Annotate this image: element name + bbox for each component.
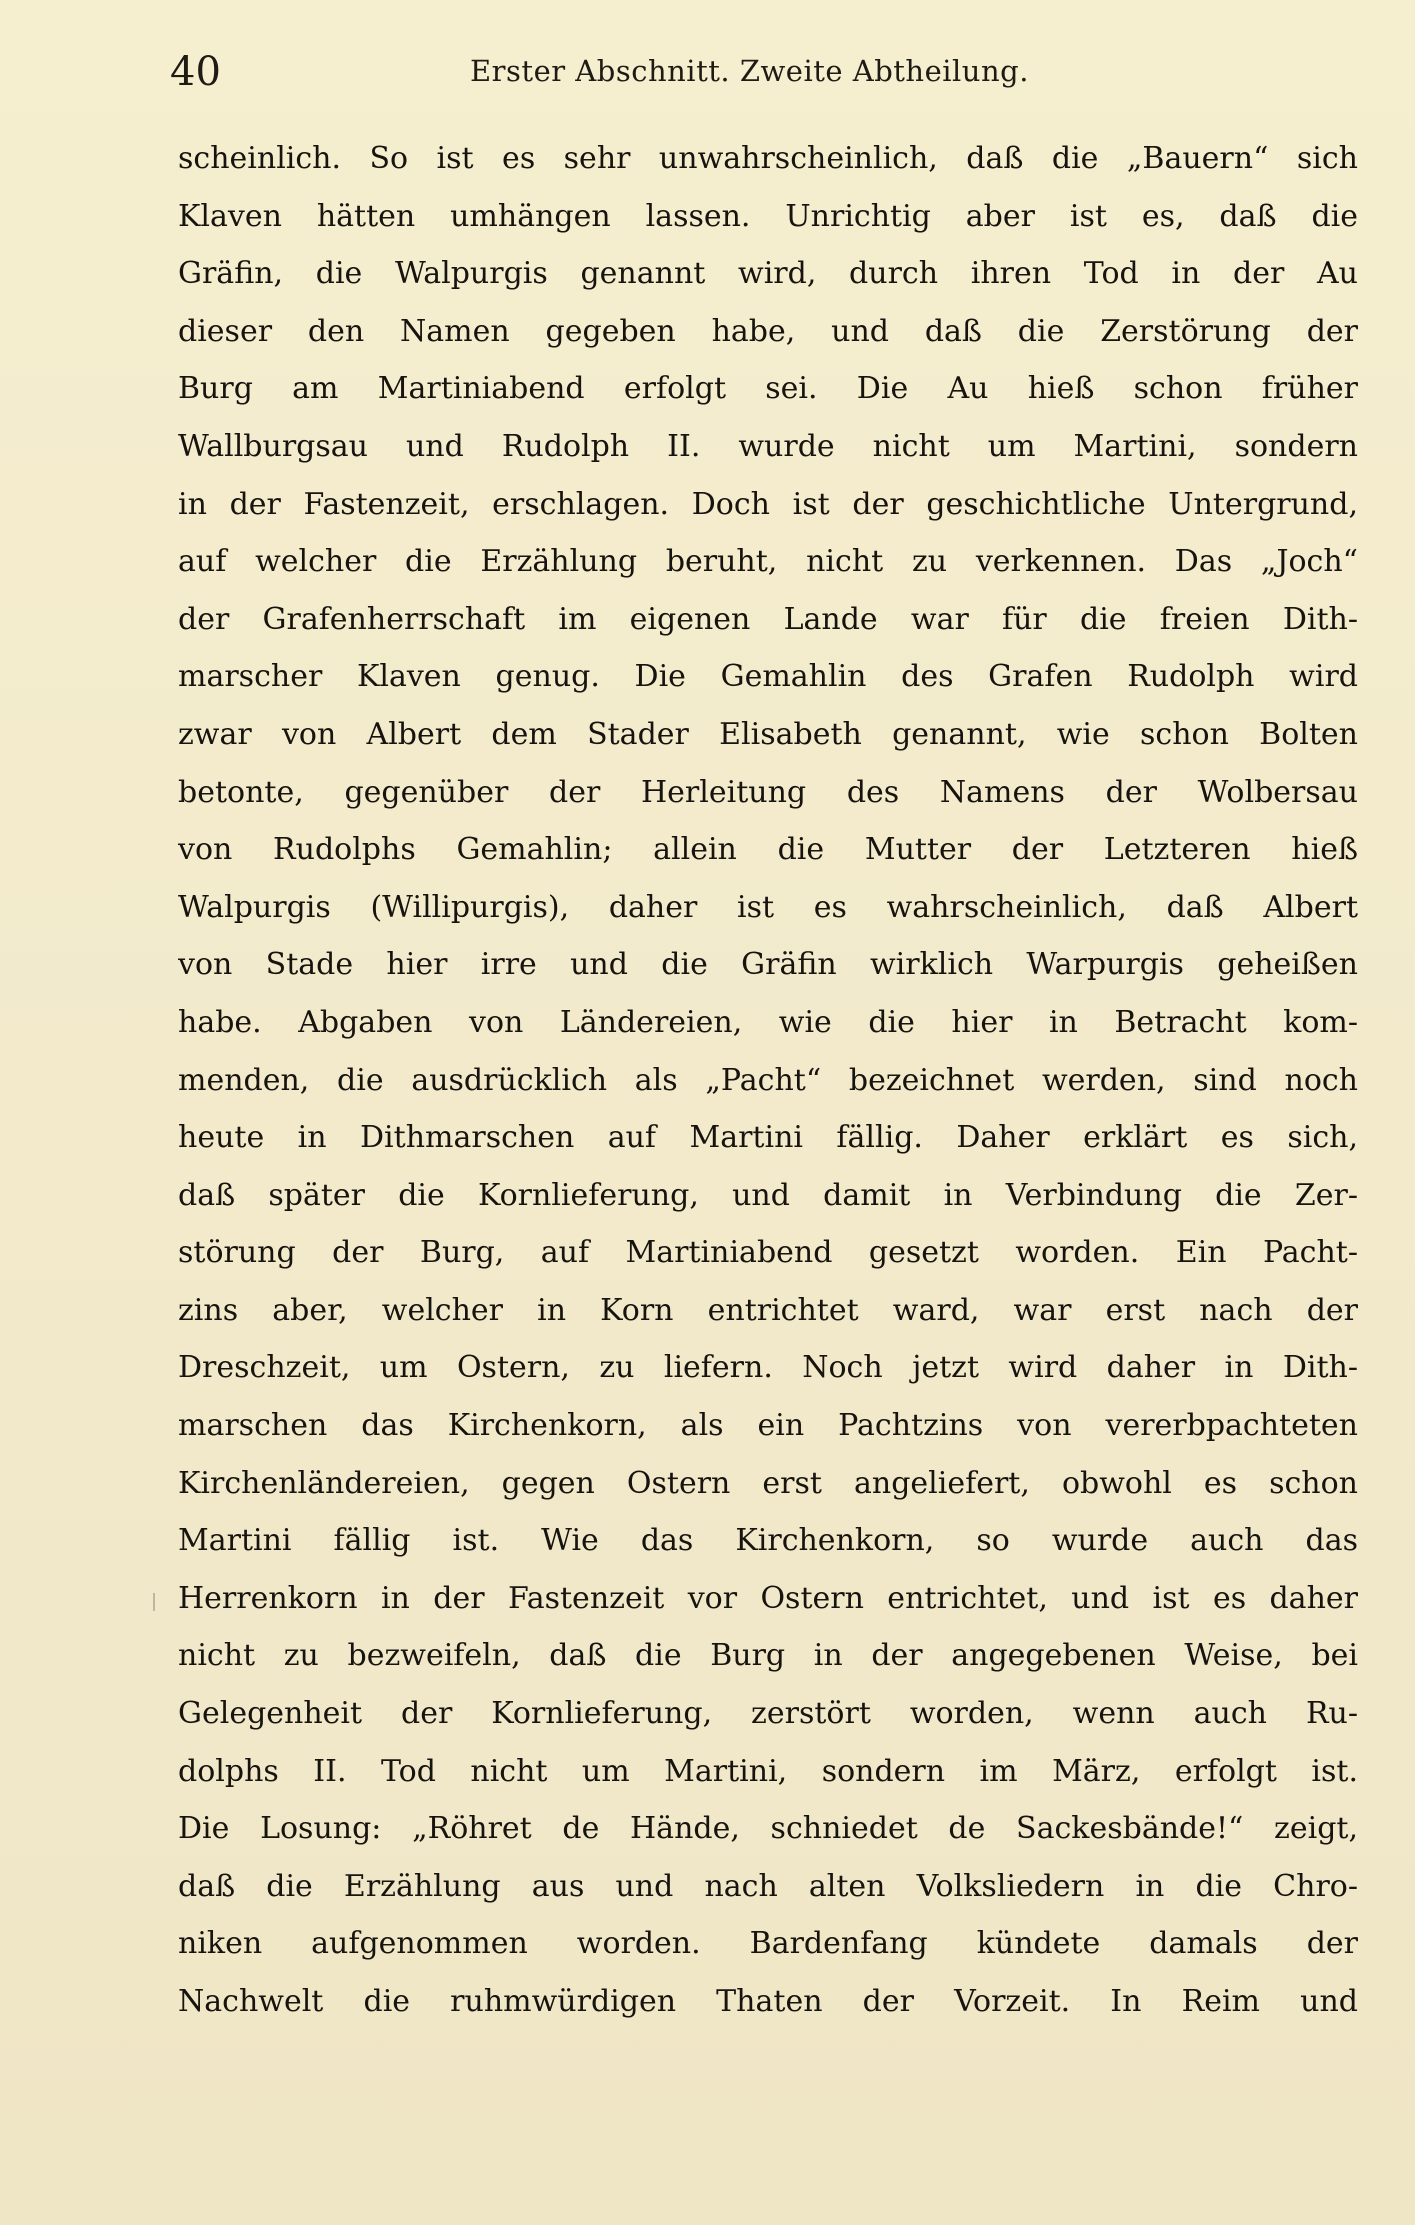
text-line-25: Martini fällig ist. Wie das Kirchenkorn, so wurde auch das bbox=[178, 1523, 1358, 1559]
text-line-20: störung der Burg, auf Martiniabend gesetzt worden. Ein Pacht- bbox=[178, 1235, 1358, 1271]
text-line-24: Kirchenländereien, gegen Ostern erst angeliefert, obwohl es schon bbox=[178, 1465, 1358, 1501]
text-line-31: daß die Erzählung aus und nach alten Volksliedern in die Chro- bbox=[178, 1868, 1358, 1904]
text-line-3: Gräfin, die Walpurgis genannt wird, durch ihren Tod in der Au bbox=[178, 256, 1358, 292]
text-line-2: Klaven hätten umhängen lassen. Unrichtig aber ist es, daß die bbox=[178, 198, 1358, 234]
text-line-29: dolphs II. Tod nicht um Martini, sondern im März, erfolgt ist. bbox=[178, 1753, 1358, 1789]
page-number: 40 bbox=[170, 49, 221, 95]
text-line-9: der Grafenherrschaft im eigenen Lande war für die freien Dith- bbox=[178, 601, 1358, 637]
text-line-10: marscher Klaven genug. Die Gemahlin des Grafen Rudolph wird bbox=[178, 659, 1358, 695]
text-line-15: von Stade hier irre und die Gräfin wirklich Warpurgis geheißen bbox=[178, 947, 1358, 983]
text-line-18: heute in Dithmarschen auf Martini fällig. Daher erklärt es sich, bbox=[178, 1120, 1358, 1156]
running-title: Erster Abschnitt. Zweite Abtheilung. bbox=[470, 54, 1029, 88]
text-line-26: Herrenkorn in der Fastenzeit vor Ostern entrichtet, und ist es daher bbox=[178, 1580, 1358, 1616]
text-line-32: niken aufgenommen worden. Bardenfang kündete damals der bbox=[178, 1926, 1358, 1962]
text-line-23: marschen das Kirchenkorn, als ein Pachtzins von vererbpachteten bbox=[178, 1408, 1358, 1444]
text-line-33: Nachwelt die ruhmwürdigen Thaten der Vorzeit. In Reim und bbox=[178, 1984, 1358, 2019]
text-line-8: auf welcher die Erzählung beruht, nicht zu verkennen. Das „Joch“ bbox=[178, 544, 1358, 580]
text-line-28: Gelegenheit der Kornlieferung, zerstört worden, wenn auch Ru- bbox=[178, 1696, 1358, 1732]
text-line-12: betonte, gegenüber der Herleitung des Namens der Wolbersau bbox=[178, 774, 1358, 810]
text-line-30: Die Losung: „Röhret de Hände, schniedet de Sackesbände!“ zeigt, bbox=[178, 1811, 1358, 1847]
margin-mark bbox=[153, 1593, 155, 1611]
text-line-13: von Rudolphs Gemahlin; allein die Mutter der Letzteren hieß bbox=[178, 832, 1358, 868]
page-header bbox=[170, 44, 1370, 114]
text-line-17: menden, die ausdrücklich als „Pacht“ bezeichnet werden, sind noch bbox=[178, 1062, 1358, 1098]
text-line-6: Wallburgsau und Rudolph II. wurde nicht um Martini, sondern bbox=[178, 428, 1358, 464]
text-line-5: Burg am Martiniabend erfolgt sei. Die Au hieß schon früher bbox=[178, 371, 1358, 407]
text-line-1: scheinlich. So ist es sehr unwahrscheinlich, daß die „Bauern“ sich bbox=[178, 141, 1358, 176]
text-line-27: nicht zu bezweifeln, daß die Burg in der angegebenen Weise, bei bbox=[178, 1638, 1358, 1674]
text-line-4: dieser den Namen gegeben habe, und daß die Zerstörung der bbox=[178, 313, 1358, 349]
body-text bbox=[178, 130, 1358, 2031]
text-line-21: zins aber, welcher in Korn entrichtet ward, war erst nach der bbox=[178, 1292, 1358, 1328]
text-line-11: zwar von Albert dem Stader Elisabeth genannt, wie schon Bolten bbox=[178, 716, 1358, 752]
text-line-16: habe. Abgaben von Ländereien, wie die hier in Betracht kom- bbox=[178, 1004, 1358, 1040]
text-line-14: Walpurgis (Willipurgis), daher ist es wahrscheinlich, daß Albert bbox=[178, 889, 1358, 925]
text-line-7: in der Fastenzeit, erschlagen. Doch ist der geschichtliche Untergrund, bbox=[178, 486, 1358, 522]
text-line-22: Dreschzeit, um Ostern, zu liefern. Noch jetzt wird daher in Dith- bbox=[178, 1350, 1358, 1386]
text-line-19: daß später die Kornlieferung, und damit in Verbindung die Zer- bbox=[178, 1177, 1358, 1213]
